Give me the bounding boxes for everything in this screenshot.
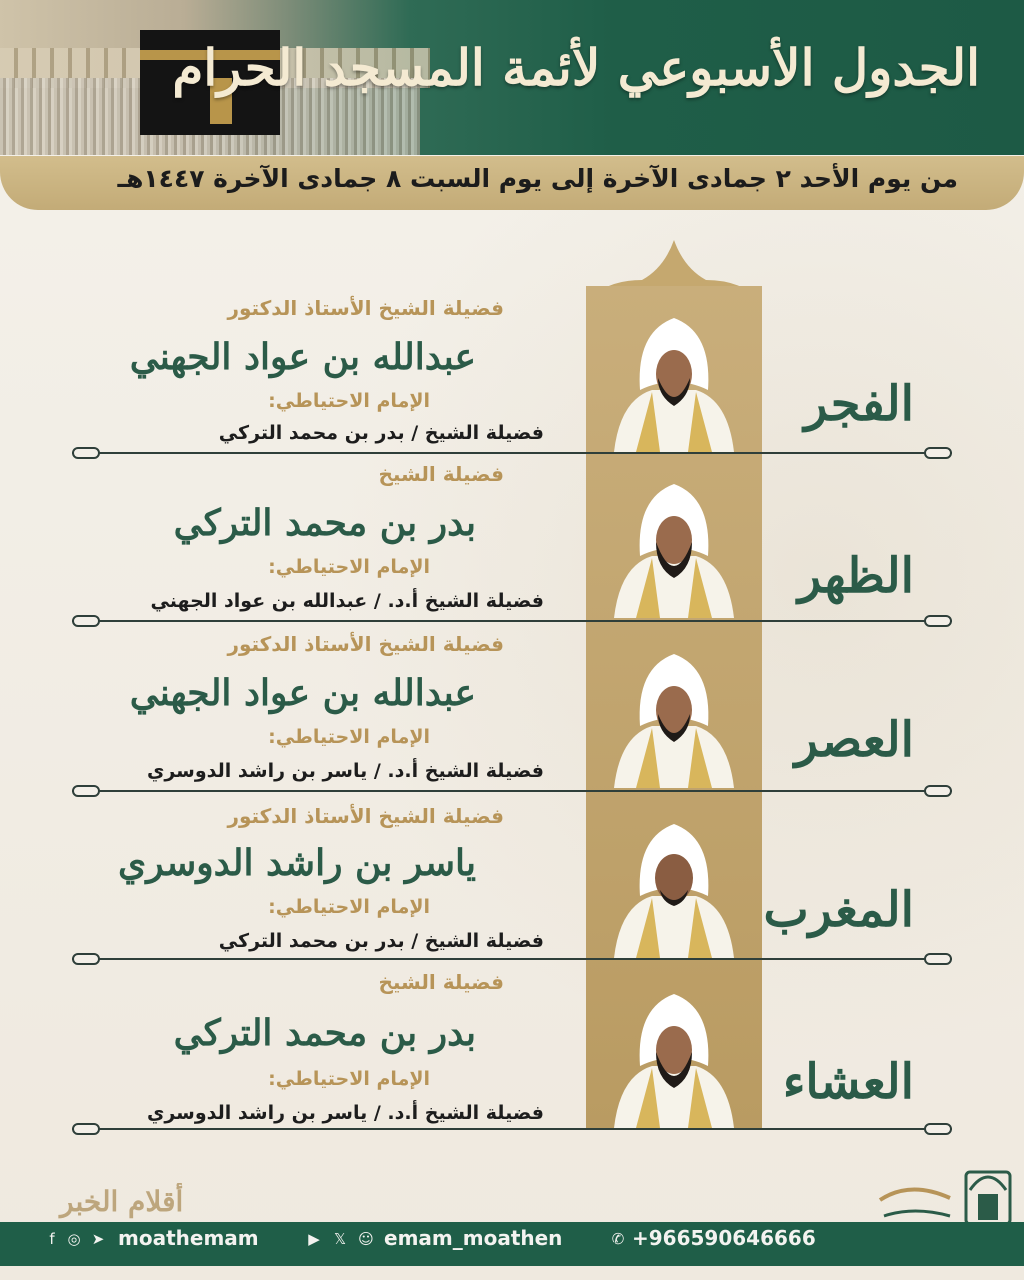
- divider-cap-left: [72, 1123, 100, 1135]
- reserve-label-isha: الإمام الاحتياطي:: [268, 1068, 430, 1090]
- divider-line: [72, 452, 952, 454]
- reserve-name-maghrib: فضيلة الشيخ / بدر بن محمد التركي: [218, 930, 544, 952]
- reserve-name-dhuhr: فضيلة الشيخ أ.د. / عبدالله بن عواد الجهني: [150, 590, 544, 612]
- footer-phone[interactable]: +966590646666: [632, 1226, 816, 1250]
- reserve-label-fajr: الإمام الاحتياطي:: [268, 390, 430, 412]
- divider-line: [72, 790, 952, 792]
- header-banner: [0, 0, 1024, 155]
- reserve-label-asr: الإمام الاحتياطي:: [268, 726, 430, 748]
- prayer-name-isha: العشاء: [782, 1054, 914, 1110]
- youtube-icon[interactable]: ▶: [308, 1230, 320, 1248]
- whatsapp-icon[interactable]: ✆: [611, 1230, 625, 1248]
- page-title: الجدول الأسبوعي لأئمة المسجد الحرام: [172, 38, 980, 97]
- divider-line: [72, 620, 952, 622]
- divider-cap-right: [924, 615, 952, 627]
- date-bar: [0, 156, 1024, 210]
- imam-portrait-maghrib: [600, 818, 748, 958]
- imam-name-isha: بدر بن محمد التركي: [173, 1012, 476, 1054]
- divider-cap-left: [72, 785, 100, 797]
- divider-cap-left: [72, 447, 100, 459]
- imam-name-fajr: عبدالله بن عواد الجهني: [129, 336, 476, 378]
- reserve-name-fajr: فضيلة الشيخ / بدر بن محمد التركي: [218, 422, 544, 444]
- snapchat-icon[interactable]: ☺: [358, 1230, 374, 1248]
- imam-title-fajr: فضيلة الشيخ الأستاذ الدكتور: [227, 296, 504, 320]
- divider-cap-right: [924, 785, 952, 797]
- imam-portrait-dhuhr: [600, 478, 748, 618]
- divider-line: [72, 958, 952, 960]
- reserve-name-asr: فضيلة الشيخ أ.د. / ياسر بن راشد الدوسري: [146, 760, 544, 782]
- instagram-icon[interactable]: ◎: [67, 1230, 81, 1248]
- imam-portrait-isha: [600, 988, 748, 1128]
- telegram-icon[interactable]: ➤: [91, 1230, 105, 1248]
- imam-title-maghrib: فضيلة الشيخ الأستاذ الدكتور: [227, 804, 504, 828]
- prayer-name-asr: العصر: [794, 712, 914, 768]
- footer-handle-left[interactable]: moathemam: [118, 1226, 259, 1250]
- divider-cap-right: [924, 953, 952, 965]
- footer-handle-middle[interactable]: emam_moathen: [384, 1226, 563, 1250]
- imam-title-dhuhr: فضيلة الشيخ: [378, 462, 504, 486]
- imam-portrait-fajr: [600, 312, 748, 452]
- divider-cap-left: [72, 953, 100, 965]
- imam-name-maghrib: ياسر بن راشد الدوسري: [118, 842, 476, 884]
- prayer-name-maghrib: المغرب: [763, 882, 914, 938]
- reserve-name-isha: فضيلة الشيخ أ.د. / ياسر بن راشد الدوسري: [146, 1102, 544, 1124]
- imam-title-asr: فضيلة الشيخ الأستاذ الدكتور: [227, 632, 504, 656]
- x-icon[interactable]: 𝕏: [333, 1230, 347, 1248]
- divider-cap-left: [72, 615, 100, 627]
- aqlam-alkhabar-logo: أقلام الخبر: [60, 1185, 184, 1218]
- divider-cap-right: [924, 1123, 952, 1135]
- imam-title-isha: فضيلة الشيخ: [378, 970, 504, 994]
- facebook-icon[interactable]: f: [49, 1230, 55, 1248]
- imam-name-dhuhr: بدر بن محمد التركي: [173, 502, 476, 544]
- imam-name-asr: عبدالله بن عواد الجهني: [129, 672, 476, 714]
- reserve-label-dhuhr: الإمام الاحتياطي:: [268, 556, 430, 578]
- divider-cap-right: [924, 447, 952, 459]
- prayer-name-dhuhr: الظهر: [798, 548, 914, 604]
- prayer-name-fajr: الفجر: [804, 376, 914, 432]
- reserve-label-maghrib: الإمام الاحتياطي:: [268, 896, 430, 918]
- imam-portrait-asr: [600, 648, 748, 788]
- divider-line: [72, 1128, 952, 1130]
- date-range: من يوم الأحد ٢ جمادى الآخرة إلى يوم السبت ٨ جمادى الآخرة ١٤٤٧هـ: [117, 164, 958, 193]
